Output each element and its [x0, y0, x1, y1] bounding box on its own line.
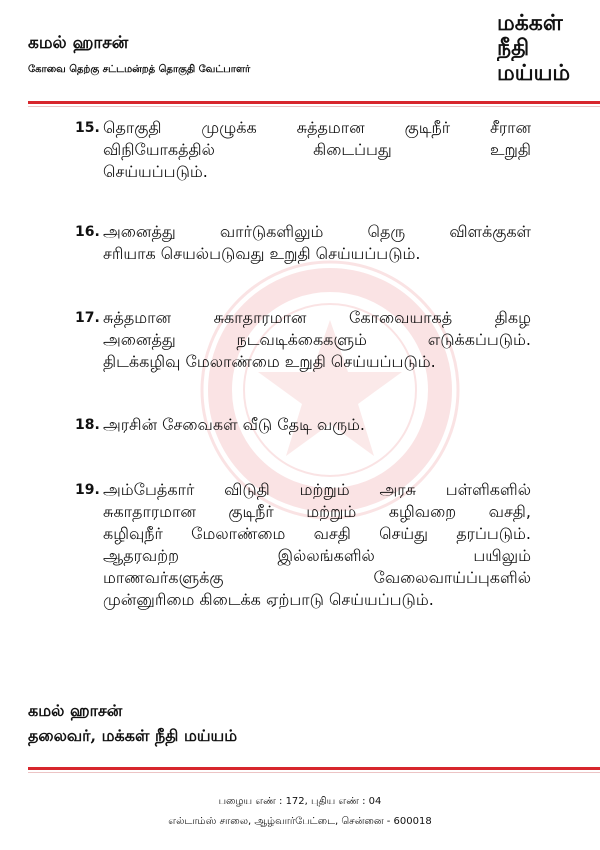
list-item-number: 17.	[75, 310, 100, 326]
text-line: சுகாதாரமான குடிநீர் மற்றும் கழிவறை வசதி,	[103, 502, 531, 521]
party-logo-line-2: நீதி	[497, 36, 530, 61]
text-line: திடக்கழிவு மேலாண்மை உறுதி செய்யப்படும்.	[103, 352, 436, 371]
party-logo-line-1: மக்கள்	[497, 11, 563, 36]
signature-name: கமல் ஹாசன்	[28, 701, 123, 720]
text-line: அனைத்து வார்டுகளிலும் தெரு விளக்குகள்	[103, 222, 531, 241]
list-item-text	[103, 221, 531, 265]
list-item-text	[103, 117, 531, 183]
list-item-number: 18.	[75, 417, 100, 433]
text-line: அம்பேத்கார் விடுதி மற்றும் அரசு பள்ளிகளில்	[103, 480, 531, 499]
footer-divider	[28, 767, 600, 770]
header-divider	[28, 101, 600, 104]
text-line: மாணவர்களுக்கு வேலைவாய்ப்புகளில்	[103, 568, 531, 587]
text-line: ஆதரவற்ற இல்லங்களில் பயிலும்	[103, 546, 531, 565]
candidate-name: கமல் ஹாசன்	[28, 33, 129, 53]
text-line: செய்யப்படும்.	[103, 162, 208, 181]
footer-address-street: எல்டாம்ஸ் சாலை, ஆழ்வார்பேட்டை, சென்னை - 600018	[168, 816, 432, 827]
footer-divider-underline	[28, 772, 600, 773]
text-line: சுத்தமான சுகாதாரமான கோவையாகத் திகழ	[103, 308, 531, 327]
text-line: அனைத்து நடவடிக்கைகளும் எடுக்கப்படும்.	[103, 330, 531, 349]
text-line: முன்னுரிமை கிடைக்க ஏற்பாடு செய்யப்படும்.	[103, 590, 434, 609]
signature-title: தலைவர், மக்கள் நீதி மய்யம்	[28, 726, 238, 745]
candidate-subtitle: கோவை தெற்கு சட்டமன்றத் தொகுதி வேட்பாளர்	[28, 64, 251, 75]
list-item-text	[103, 414, 531, 436]
list-item-text	[103, 479, 531, 611]
text-line: கழிவுநீர் மேலாண்மை வசதி செய்து தரப்படும்.	[103, 524, 531, 543]
list-item-number: 19.	[75, 482, 100, 498]
list-item-number: 16.	[75, 224, 100, 240]
text-line: அரசின் சேவைகள் வீடு தேடி வரும்.	[103, 415, 365, 434]
party-logo-line-3: மய்யம்	[497, 61, 571, 86]
list-item-text	[103, 307, 531, 373]
party-logo	[497, 11, 589, 86]
text-line: சரியாக செயல்படுவது உறுதி செய்யப்படும்.	[103, 244, 421, 263]
text-line: தொகுதி முழுக்க சுத்தமான குடிநீர் சீரான	[103, 118, 531, 137]
header-divider-underline	[28, 106, 600, 107]
footer-address-number: பழைய எண் : 172, புதிய எண் : 04	[218, 796, 382, 807]
list-item-number: 15.	[75, 120, 100, 136]
text-line: விநியோகத்தில் கிடைப்பது உறுதி	[103, 140, 531, 159]
